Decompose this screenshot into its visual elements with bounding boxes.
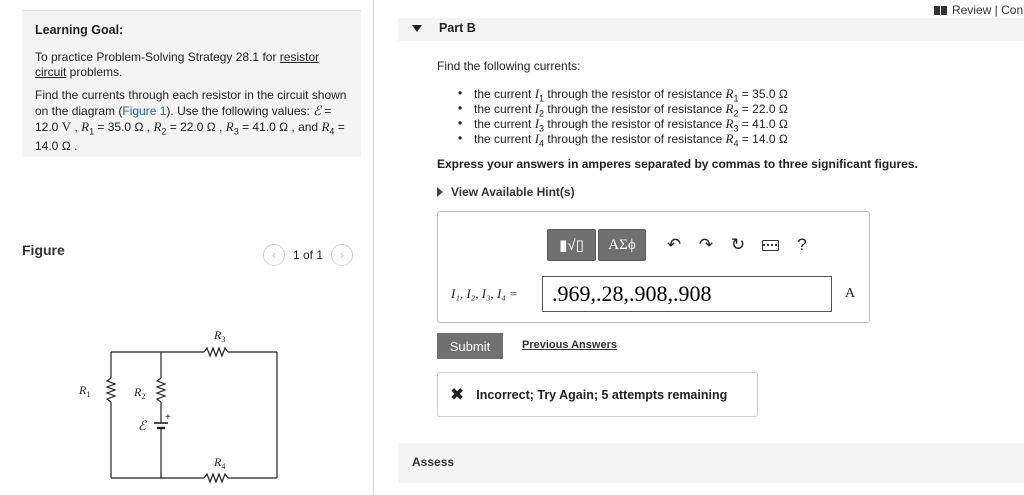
currents-list bbox=[458, 86, 788, 149]
list-item: • the current $I_4$ through the resistor of resistance $R_4 = 14.0$ Ω bbox=[458, 131, 788, 146]
emf-label: ℰ bbox=[138, 418, 146, 433]
r4-label: $R_4$ bbox=[214, 455, 226, 471]
answer-unit: A bbox=[845, 286, 856, 301]
resistor-r3-zigzag bbox=[204, 348, 228, 356]
learning-goal-description: Find the currents through each resistor in the circuit shown on the diagram (Figure 1). Use the following values: ℰ = 12.0 V , $R_1 = 35.0$ Ω , $R_2 = 22.0$ Ω , $R_3 = 41.0$ Ω , and $R_4 = 14.0$ Ω . bbox=[35, 88, 347, 154]
feedback-box bbox=[437, 372, 758, 417]
feedback-message: Incorrect; Try Again; 5 attempts remaining bbox=[476, 387, 728, 402]
undo-icon: ↶ bbox=[666, 235, 682, 254]
help-button[interactable] bbox=[786, 229, 818, 261]
template-icon: ▮√▯ bbox=[559, 237, 584, 254]
hint-label: View Available Hint(s) bbox=[451, 185, 575, 199]
resistor-r1-zigzag bbox=[107, 378, 115, 402]
undo-button[interactable] bbox=[658, 229, 690, 261]
redo-icon: ↷ bbox=[698, 235, 714, 254]
review-text: Review | Con bbox=[952, 3, 1024, 17]
math-toolbar bbox=[547, 229, 818, 261]
figure-page-count: 1 of 1 bbox=[293, 248, 324, 262]
emf-plus-sign: + bbox=[165, 412, 171, 423]
answer-input[interactable] bbox=[542, 276, 832, 312]
answer-box bbox=[437, 211, 870, 323]
chevron-right-icon: › bbox=[340, 248, 345, 262]
symbols-button[interactable] bbox=[598, 229, 646, 261]
circuit-diagram bbox=[74, 322, 284, 486]
view-hints-toggle[interactable] bbox=[437, 185, 575, 199]
figure-1-link[interactable]: Figure 1 bbox=[122, 104, 167, 118]
chevron-left-icon: ‹ bbox=[272, 248, 276, 262]
reset-icon: ↻ bbox=[730, 235, 746, 254]
assess-label: Assess bbox=[412, 455, 455, 469]
part-b-header[interactable] bbox=[398, 18, 1024, 41]
r2-label: $R_2$ bbox=[134, 385, 146, 401]
learning-goal-title: Learning Goal: bbox=[35, 23, 124, 37]
resistor-circuit-link[interactable]: resistor circuit bbox=[35, 50, 320, 79]
reset-button[interactable] bbox=[722, 229, 754, 261]
previous-answers-link[interactable]: Previous Answers bbox=[522, 339, 617, 351]
caret-down-icon bbox=[412, 25, 422, 32]
learning-goal-intro: To practice Problem-Solving Strategy 28.1 for resistor circuit problems. bbox=[35, 50, 320, 79]
help-icon: ? bbox=[797, 235, 807, 254]
part-title: Part B bbox=[439, 21, 476, 35]
resistor-r4-zigzag bbox=[204, 474, 228, 482]
list-item: • the current $I_3$ through the resistor of resistance $R_3 = 41.0$ Ω bbox=[458, 116, 788, 131]
book-icon bbox=[934, 6, 947, 15]
close-x-icon: ✖ bbox=[450, 384, 465, 404]
submit-button[interactable]: Submit bbox=[437, 333, 503, 359]
templates-button[interactable] bbox=[547, 229, 596, 261]
assess-bar bbox=[398, 443, 1024, 483]
figure-next-button[interactable] bbox=[331, 244, 353, 266]
figure-label: Figure bbox=[22, 242, 65, 258]
panel-divider bbox=[373, 0, 374, 495]
caret-right-icon bbox=[437, 187, 443, 197]
learning-goal-box bbox=[22, 10, 361, 157]
list-item: • the current $I_1$ through the resistor of resistance $R_1 = 35.0$ Ω bbox=[458, 86, 788, 101]
greek-symbols-icon: ΑΣϕ bbox=[608, 236, 636, 253]
redo-button[interactable] bbox=[690, 229, 722, 261]
figure-prev-button[interactable] bbox=[263, 244, 285, 266]
figure-pager bbox=[263, 244, 353, 266]
keyboard-icon bbox=[762, 240, 779, 251]
r3-label: $R_3$ bbox=[214, 328, 226, 344]
answer-instruction: Express your answers in amperes separated by commas to three significant figures. bbox=[437, 157, 918, 171]
answer-label: I₁, I₂, I₃, I₄ = bbox=[451, 286, 518, 301]
review-link[interactable] bbox=[934, 3, 1023, 17]
part-prompt: Find the following currents: bbox=[437, 59, 581, 73]
keyboard-button[interactable] bbox=[754, 229, 786, 261]
resistor-r2-zigzag bbox=[157, 378, 165, 402]
list-item: • the current $I_2$ through the resistor of resistance $R_2 = 22.0$ Ω bbox=[458, 101, 788, 116]
r1-label: $R_1$ bbox=[79, 383, 91, 399]
